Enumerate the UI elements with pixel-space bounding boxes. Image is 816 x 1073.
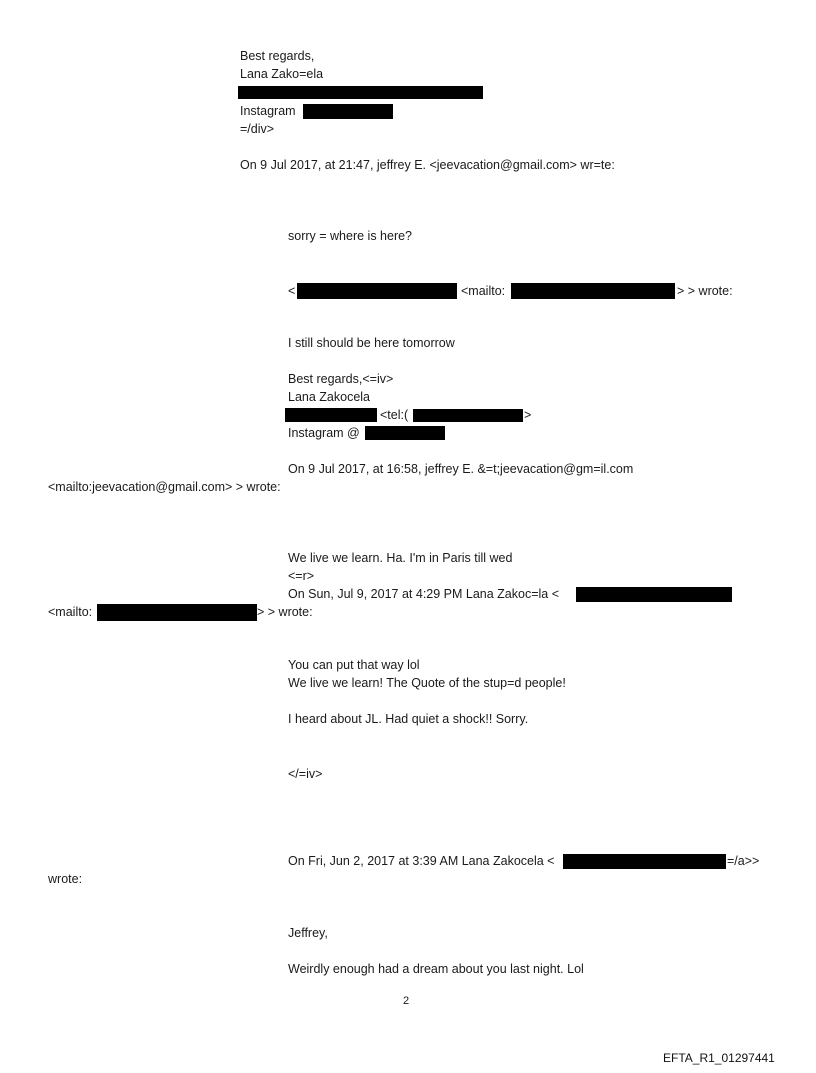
redaction-bar [365, 426, 445, 440]
text-line: I still should be here tomorrow [288, 336, 455, 350]
text-line: <tel:( [380, 408, 409, 422]
text-line: Lana Zakocela [288, 390, 371, 404]
redaction-bar [285, 408, 377, 422]
email-header-line: wrote: [48, 872, 83, 886]
text-line: Best regards,<=iv> [288, 372, 394, 386]
redaction-bar [563, 854, 726, 869]
email-header-line: On 9 Jul 2017, at 16:58, jeffrey E. &=t;jeevacation@gm=il.com [288, 462, 634, 476]
email-header-line: =/a>> [727, 854, 760, 868]
page-number: 2 [403, 995, 410, 1007]
redaction-bar [297, 283, 457, 299]
email-header-line: <mailto:jeevacation@gmail.com> > wrote: [48, 480, 281, 494]
redaction-bar [576, 587, 732, 602]
text-line: We live we learn. Ha. I'm in Paris till wed [288, 551, 513, 565]
text-line: Instagram [240, 104, 296, 118]
text-line: You can put that way lol [288, 658, 420, 672]
email-header-line: <mailto: [48, 605, 93, 619]
redaction-bar [511, 283, 675, 299]
redaction-bar [97, 604, 257, 621]
text-line: Weirdly enough had a dream about you last night. Lol [288, 962, 584, 976]
text-line: </=iv> [288, 767, 323, 781]
text-line: Best regards, [240, 49, 315, 63]
email-header-line: > > wrote: [257, 605, 313, 619]
redaction-bar [238, 86, 483, 99]
text-line: We live we learn! The Quote of the stup=d people! [288, 676, 566, 690]
text-line: Lana Zako=ela [240, 67, 324, 81]
text-line: > > wrote: [677, 284, 733, 298]
text-line: =/div> [240, 122, 275, 136]
text-line: I heard about JL. Had quiet a shock!! Sorry. [288, 712, 529, 726]
text-line: Jeffrey, [288, 926, 328, 940]
text-line: sorry = where is here? [288, 229, 413, 243]
email-header-line: On 9 Jul 2017, at 21:47, jeffrey E. <jeevacation@gmail.com> wr=te: [240, 158, 615, 172]
text-line: <mailto: [461, 284, 506, 298]
redaction-bar [303, 104, 393, 119]
text-line: < [288, 284, 296, 298]
email-header-line: On Sun, Jul 9, 2017 at 4:29 PM Lana Zakoc=la < [288, 587, 560, 601]
text-line: <=r> [288, 569, 315, 583]
email-header-line: On Fri, Jun 2, 2017 at 3:39 AM Lana Zakocela < [288, 854, 555, 868]
text-line: Instagram @ [288, 426, 360, 440]
text-line: > [524, 408, 532, 422]
document-id: EFTA_R1_01297441 [663, 1051, 775, 1065]
redaction-bar [413, 409, 523, 422]
